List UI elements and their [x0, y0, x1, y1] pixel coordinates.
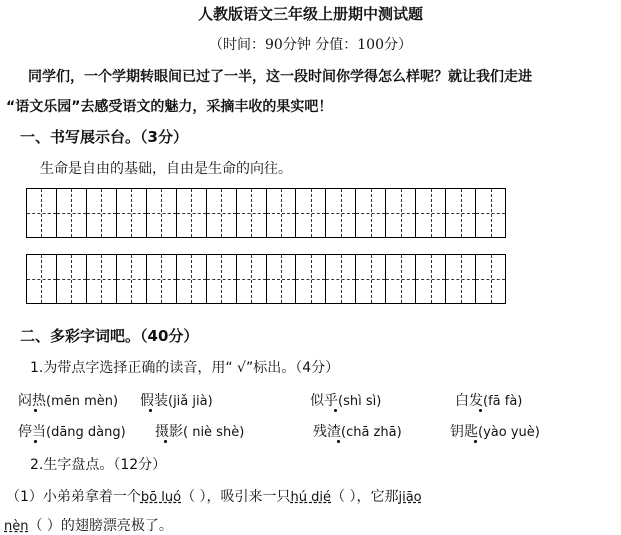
grid-cell[interactable]: [87, 189, 117, 237]
pinyin-options[interactable]: (jiǎ jià): [168, 394, 213, 409]
pinyin-prompt: bō luó: [140, 490, 182, 505]
pinyin-options[interactable]: (chā zhā): [341, 425, 402, 440]
grid-cell[interactable]: [57, 255, 87, 303]
grid-cell[interactable]: [147, 255, 177, 303]
pinyin-item: [18, 390, 118, 410]
word: 残渣: [313, 424, 341, 440]
answer-blank[interactable]: （ ），它那: [331, 489, 399, 505]
grid-cell[interactable]: [267, 189, 297, 237]
grid-cell[interactable]: [237, 189, 267, 237]
pinyin-prompt: jiāo: [398, 490, 422, 505]
pinyin-prompt: nèn: [4, 519, 29, 534]
word: 摄影: [155, 424, 183, 440]
pinyin-options[interactable]: (fā fà): [483, 394, 523, 409]
grid-cell[interactable]: [57, 189, 87, 237]
intro-line-2: “语文乐园”去感受语文的魅力，采摘丰收的果实吧！: [6, 99, 333, 115]
section-1-heading: 一、书写展示台。（3分）: [20, 128, 188, 146]
grid-cell[interactable]: [356, 255, 386, 303]
pinyin-options[interactable]: (mēn mèn): [46, 394, 119, 409]
emphasis-dot: [149, 409, 152, 412]
grid-cell[interactable]: [446, 189, 476, 237]
grid-cell[interactable]: [237, 255, 267, 303]
pinyin-options[interactable]: ( niè shè): [183, 425, 245, 440]
emphasis-dot: [34, 409, 37, 412]
grid-cell[interactable]: [416, 255, 446, 303]
grid-cell[interactable]: [87, 255, 117, 303]
word: 停当: [18, 424, 46, 440]
text: （1）小弟弟拿着一个: [6, 489, 141, 505]
grid-cell[interactable]: [177, 255, 207, 303]
section-2-heading: 二、多彩字词吧。（40分）: [20, 327, 199, 345]
pinyin-options[interactable]: (yào yuè): [478, 425, 540, 440]
grid-cell[interactable]: [117, 189, 147, 237]
grid-cell[interactable]: [326, 255, 356, 303]
emphasis-dot: [479, 409, 482, 412]
question-2: 2.生字盘点。（12分）: [30, 457, 167, 473]
writing-grid-row-2[interactable]: [26, 254, 506, 304]
emphasis-dot: [474, 440, 477, 443]
pinyin-item: [140, 390, 213, 410]
grid-cell[interactable]: [147, 189, 177, 237]
emphasis-dot: [34, 440, 37, 443]
emphasis-dot: [164, 440, 167, 443]
word: 闷热: [18, 393, 46, 409]
grid-cell[interactable]: [207, 255, 237, 303]
pinyin-prompt: hú dié: [290, 490, 332, 505]
exam-info: （时间：90分钟 分值：100分）: [209, 37, 412, 53]
pinyin-item: [455, 390, 522, 410]
pinyin-item: [18, 421, 126, 441]
pinyin-item: [313, 421, 402, 441]
grid-cell[interactable]: [117, 255, 147, 303]
grid-cell[interactable]: [267, 255, 297, 303]
pinyin-options[interactable]: (dāng dàng): [46, 425, 126, 440]
section-1-prompt: 生命是自由的基础，自由是生命的向往。: [40, 161, 292, 177]
word: 白发: [455, 393, 483, 409]
fill-in-line-1: [6, 486, 422, 506]
pinyin-options[interactable]: (shì sì): [338, 394, 382, 409]
grid-cell[interactable]: [27, 189, 57, 237]
answer-blank[interactable]: （ ），吸引来一只: [181, 489, 291, 505]
grid-cell[interactable]: [296, 255, 326, 303]
word: 假装: [140, 393, 168, 409]
pinyin-item: [310, 390, 381, 410]
grid-cell[interactable]: [356, 189, 386, 237]
grid-cell[interactable]: [416, 189, 446, 237]
pinyin-item: [155, 421, 244, 441]
grid-cell[interactable]: [177, 189, 207, 237]
grid-cell[interactable]: [326, 189, 356, 237]
question-1: 1.为带点字选择正确的读音，用“ √”标出。（4分）: [30, 360, 340, 376]
intro-line-1: 同学们，一个学期转眼间已过了一半，这一段时间你学得怎么样呢？就让我们走进: [28, 69, 532, 85]
emphasis-dot: [334, 409, 337, 412]
writing-grid-row-1[interactable]: [26, 188, 506, 238]
grid-cell[interactable]: [27, 255, 57, 303]
word: 似乎: [310, 393, 338, 409]
grid-cell[interactable]: [207, 189, 237, 237]
emphasis-dot: [337, 440, 340, 443]
grid-cell[interactable]: [446, 255, 476, 303]
grid-cell[interactable]: [386, 255, 416, 303]
grid-cell[interactable]: [386, 189, 416, 237]
answer-blank[interactable]: （ ）的翅膀漂亮极了。: [28, 518, 173, 534]
fill-in-line-2: [4, 515, 173, 535]
page-title: 人教版语文三年级上册期中测试题: [197, 5, 423, 23]
grid-cell[interactable]: [296, 189, 326, 237]
word: 钥匙: [450, 424, 478, 440]
pinyin-item: [450, 421, 540, 441]
grid-cell[interactable]: [476, 255, 505, 303]
grid-cell[interactable]: [476, 189, 505, 237]
